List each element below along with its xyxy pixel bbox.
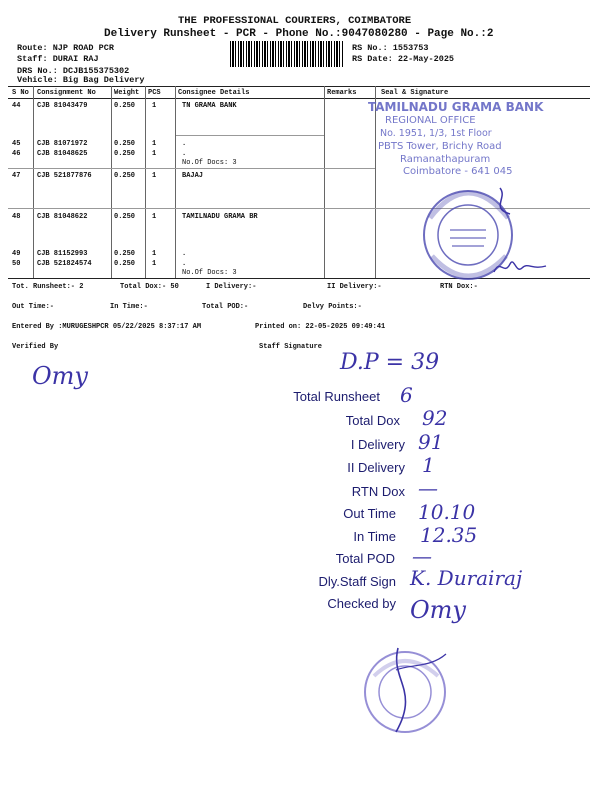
summary-dly-staff-sign: Dly.Staff Sign: [318, 574, 396, 589]
hw-ii-delivery: 1: [422, 453, 435, 477]
col-seal: Seal & Signature: [381, 89, 449, 97]
entered-by: Entered By :MURUGESHPCR 05/22/2025 8:37:17 AM: [12, 323, 202, 331]
pcs: 1: [152, 150, 157, 158]
dp-note: D.P = 39: [340, 350, 440, 375]
summary-total-runsheet: Total Runsheet: [293, 389, 380, 404]
staff-signature-label: Staff Signature: [259, 343, 323, 351]
hw-staff-sign: K. Durairaj: [410, 566, 523, 590]
delvy-points: Delvy Points:-: [303, 303, 362, 311]
stamp-line: TAMILNADU GRAMA BANK: [368, 100, 544, 114]
company-name: THE PROFESSIONAL COURIERS, COIMBATORE: [178, 15, 412, 27]
staff-label: Staff: DURAI RAJ: [17, 54, 99, 64]
vehicle-label: Vehicle: Big Bag Delivery: [17, 75, 145, 85]
consignee: TN GRAMA BANK: [182, 102, 237, 110]
hw-total-pod: —: [412, 544, 432, 568]
hw-rtn-dox: —: [418, 476, 438, 500]
col-consignment: Consignment No: [37, 89, 96, 97]
consignment-no: CJB 521877876: [37, 172, 92, 180]
total-pod: Total POD:-: [202, 303, 249, 311]
consignment-no: CJB 81048625: [37, 150, 88, 158]
tot-runsheet: Tot. Runsheet:- 2: [12, 283, 84, 291]
docs-note: No.Of Docs: 3: [182, 159, 237, 167]
consignment-no: CJB 81152993: [37, 250, 88, 258]
consignee: BAJAJ: [182, 172, 204, 180]
hw-in-time: 12.35: [420, 523, 478, 547]
table-row: 44: [12, 102, 21, 110]
summary-i-delivery: I Delivery: [350, 437, 405, 452]
weight: 0.250: [114, 172, 136, 180]
summary-checked-by: Checked by: [327, 596, 396, 611]
hw-out-time: 10.10: [418, 500, 476, 524]
barcode: [230, 41, 344, 67]
pcs: 1: [152, 260, 157, 268]
rs-date: RS Date: 22-May-2025: [352, 54, 455, 64]
weight: 0.250: [114, 140, 136, 148]
col-weight: Weight: [114, 89, 140, 97]
hw-total-runsheet: 6: [400, 383, 413, 407]
pcs: 1: [152, 213, 157, 221]
verified-initials: Omy: [32, 362, 88, 390]
summary-total-dox: Total Dox: [345, 413, 400, 428]
col-pcs: PCS: [148, 89, 161, 97]
stamp-line: PBTS Tower, Brichy Road: [378, 141, 502, 152]
weight: 0.250: [114, 150, 136, 158]
col-consignee: Consignee Details: [178, 89, 250, 97]
pcs: 1: [152, 250, 157, 258]
table-row: 45: [12, 140, 21, 148]
in-time: In Time:-: [110, 303, 148, 311]
i-delivery: I Delivery:-: [206, 283, 257, 291]
table-row: 48: [12, 213, 21, 221]
stamp-line: Coimbatore - 641 045: [403, 166, 513, 177]
stamp-line: No. 1951, 1/3, 1st Floor: [380, 128, 492, 139]
table-row: 46: [12, 150, 21, 158]
consignee: .: [182, 150, 187, 158]
verified-by: Verified By: [12, 343, 59, 351]
rs-number: RS No.: 1553753: [352, 43, 429, 53]
summary-ii-delivery: II Delivery: [347, 460, 405, 475]
pcs: 1: [152, 172, 157, 180]
docs-note: No.Of Docs: 3: [182, 269, 237, 277]
table-row: 50: [12, 260, 21, 268]
col-remarks: Remarks: [327, 89, 357, 97]
col-sno: S No: [12, 89, 29, 97]
summary-out-time: Out Time: [343, 506, 396, 521]
summary-total-pod: Total POD: [335, 551, 395, 566]
summary-rtn-dox: RTN Dox: [351, 484, 405, 499]
rtn-dox: RTN Dox:-: [440, 283, 478, 291]
pcs: 1: [152, 140, 157, 148]
weight: 0.250: [114, 260, 136, 268]
consignee: .: [182, 140, 187, 148]
consignment-no: CJB 81048622: [37, 213, 88, 221]
stamp-line: REGIONAL OFFICE: [385, 115, 476, 126]
runsheet-title: Delivery Runsheet - PCR - Phone No.:9047080280 - Page No.:2: [104, 28, 494, 40]
pcs: 1: [152, 102, 157, 110]
hw-i-delivery: 91: [418, 430, 444, 454]
table-row: 47: [12, 172, 21, 180]
out-time: Out Time:-: [12, 303, 55, 311]
drs-number: DRS No.: DCJB155375302: [17, 66, 130, 76]
stamp-line: Ramanathapuram: [400, 154, 491, 165]
consignment-no: CJB 81071972: [37, 140, 88, 148]
ii-delivery: II Delivery:-: [327, 283, 382, 291]
weight: 0.250: [114, 250, 136, 258]
consignee: TAMILNADU GRAMA BR: [182, 213, 258, 221]
consignment-no: CJB 81043479: [37, 102, 88, 110]
weight: 0.250: [114, 213, 136, 221]
hw-checked-initials: Omy: [410, 596, 466, 624]
printed-on: Printed on: 22-05-2025 09:49:41: [255, 323, 386, 331]
consignee: .: [182, 260, 187, 268]
bottom-seal-icon: [360, 640, 460, 740]
total-dox: Total Dox:- 50: [120, 283, 179, 291]
weight: 0.250: [114, 102, 136, 110]
consignee: .: [182, 250, 187, 258]
signature-icon: [490, 250, 550, 280]
route-label: Route: NJP ROAD PCR: [17, 43, 114, 53]
table-row: 49: [12, 250, 21, 258]
consignment-no: CJB 521824574: [37, 260, 92, 268]
summary-in-time: In Time: [353, 529, 396, 544]
hw-total-dox: 92: [422, 406, 448, 430]
